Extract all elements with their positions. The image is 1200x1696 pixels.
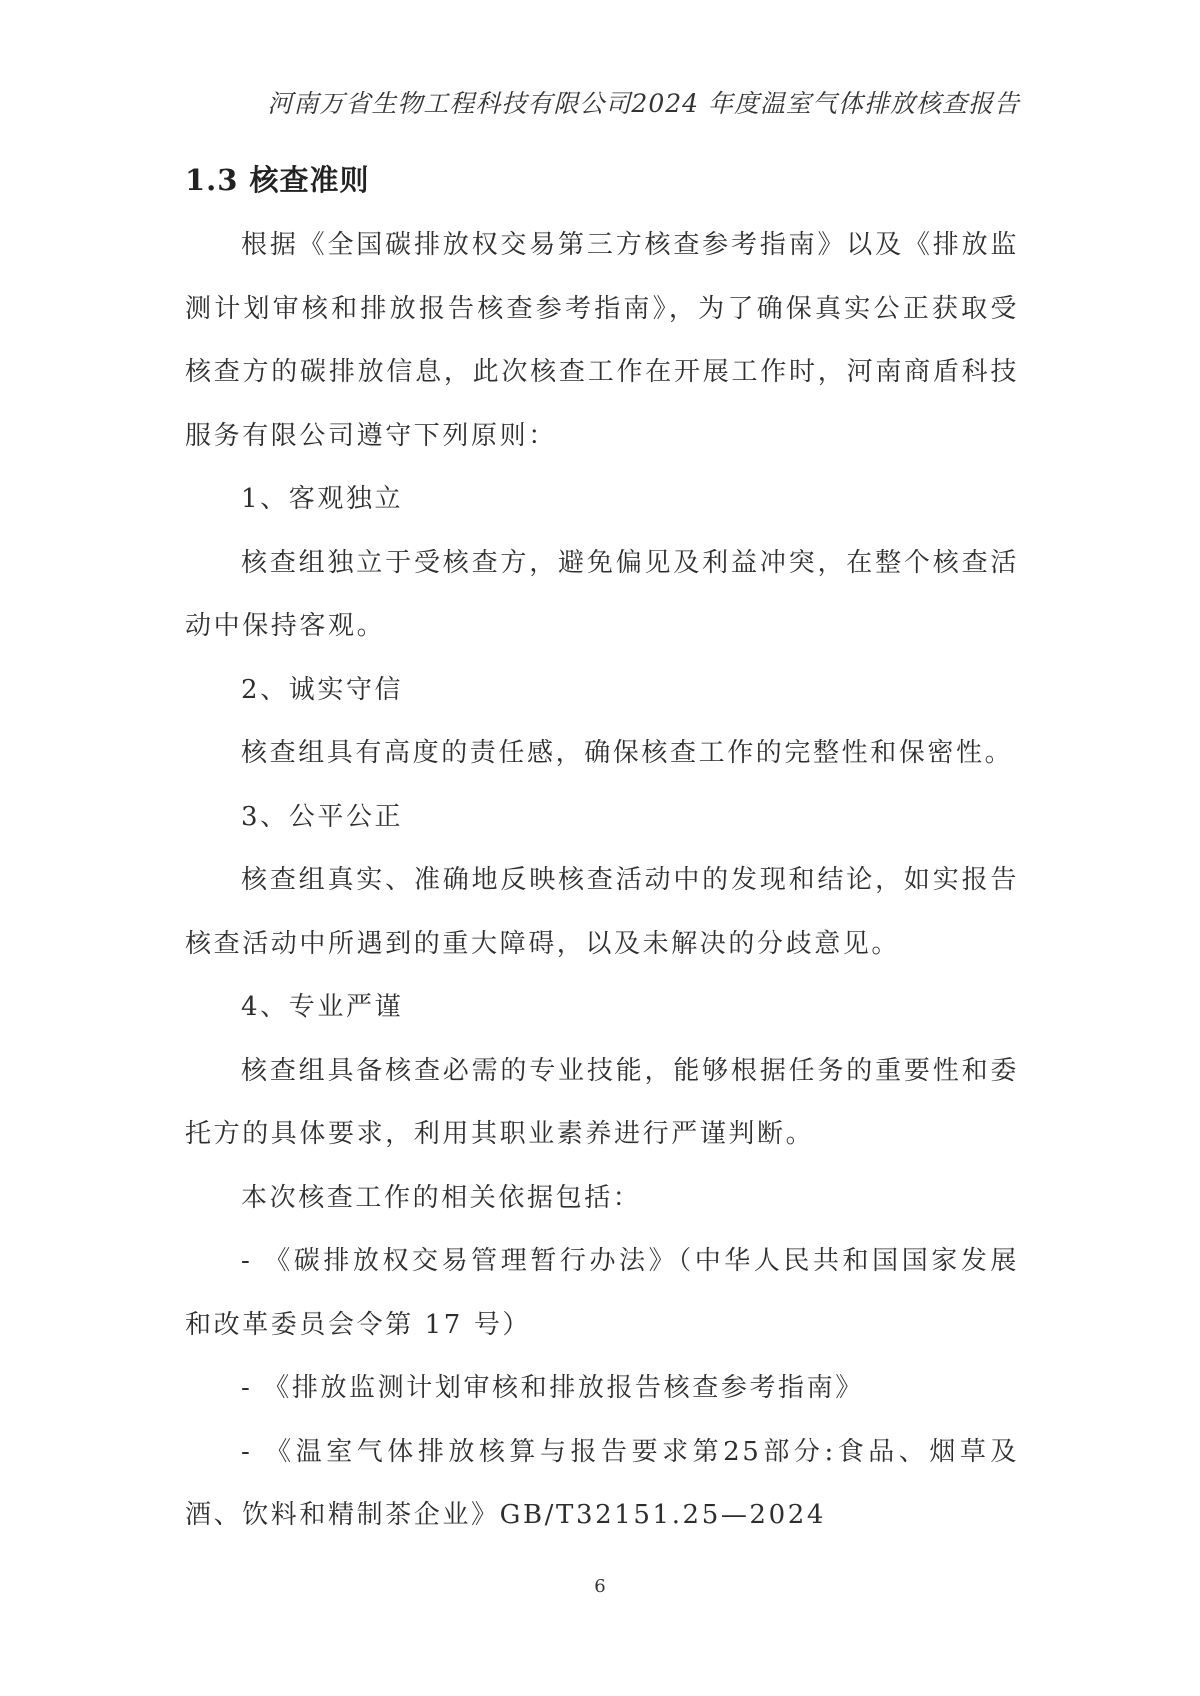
principle-3-heading: 3、公平公正: [241, 801, 404, 832]
page-number: 6: [594, 1576, 606, 1597]
principle-4-heading: 4、专业严谨: [241, 992, 404, 1022]
section-heading: 1.3 核查准则: [185, 163, 370, 197]
principle-1-body: 核查组独立于受核查方，避免偏见及利益冲突，在整个核查活动中保持客观。: [185, 547, 1019, 641]
principle-2-heading: 2、诚实守信: [241, 674, 404, 705]
basis-item-3: - 《温室气体排放核算与报告要求第25部分:食品、烟草及酒、饮料和精制茶企业》GB/T32151.25—2024: [185, 1436, 1019, 1530]
basis-item-1: - 《碳排放权交易管理暂行办法》（中华人民共和国国家发展和改革委员会令第 17 号）: [185, 1246, 1019, 1340]
principle-1-heading: 1、客观独立: [241, 484, 404, 514]
basis-intro: 本次核查工作的相关依据包括：: [241, 1182, 642, 1213]
document-body: [185, 214, 1019, 1548]
basis-item-2: - 《排放监测计划审核和排放报告核查参考指南》: [241, 1373, 864, 1403]
principle-4-body: 核查组具备核查必需的专业技能，能够根据任务的重要性和委托方的具体要求，利用其职业素养进行严谨判断。: [185, 1055, 1019, 1149]
principle-3-body: 核查组真实、准确地反映核查活动中的发现和结论，如实报告核查活动中所遇到的重大障碍，以及未解决的分歧意见。: [185, 865, 1019, 959]
principle-2-body: 核查组具有高度的责任感，确保核查工作的完整性和保密性。: [241, 738, 1014, 768]
intro-paragraph: 根据《全国碳排放权交易第三方核查参考指南》以及《排放监测计划审核和排放报告核查参考指南》，为了确保真实公正获取受核查方的碳排放信息，此次核查工作在开展工作时，河南商盾科技服务有限公司遵守下列原则：: [185, 230, 1019, 451]
running-header: 河南万省生物工程科技有限公司2024 年度温室气体排放核查报告: [267, 89, 1020, 118]
